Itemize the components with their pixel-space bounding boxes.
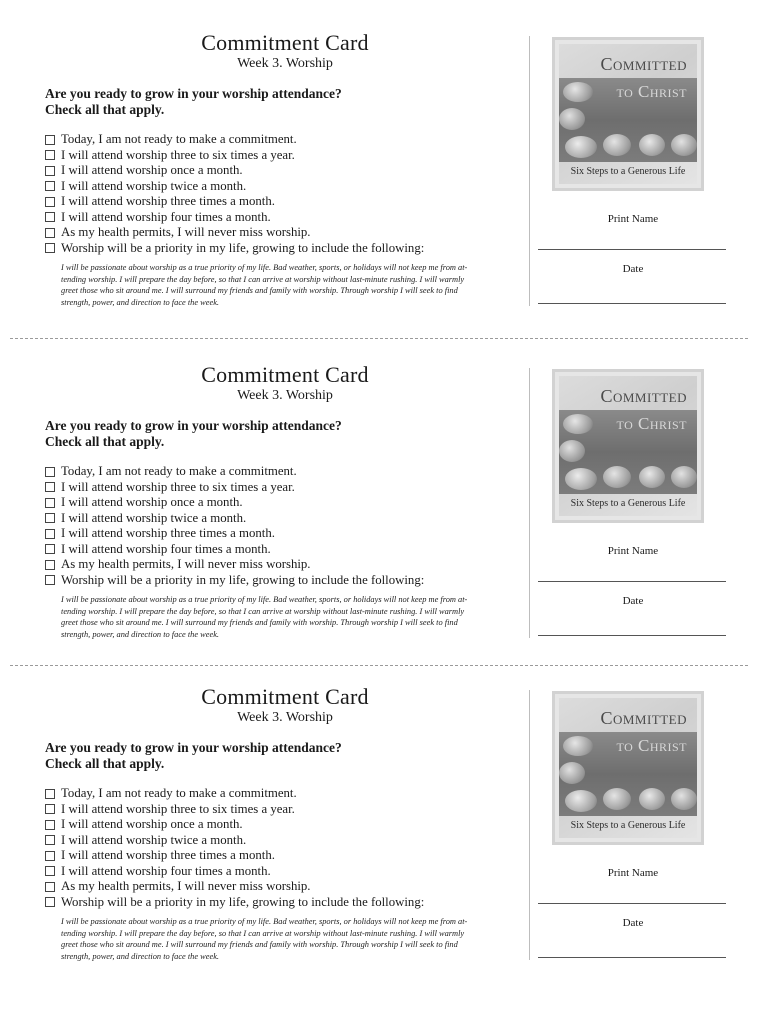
option-item[interactable]: [45, 179, 424, 195]
option-label: Worship will be a priority in my life, growing to include the following:: [61, 240, 425, 255]
option-label: Worship will be a priority in my life, growing to include the following:: [61, 572, 425, 587]
stone-icon: [559, 762, 585, 784]
question-instruction: Check all that apply.: [45, 102, 165, 117]
checkbox[interactable]: [45, 560, 55, 570]
stone-icon: [671, 134, 697, 156]
option-item[interactable]: [45, 864, 424, 880]
option-label: As my health permits, I will never miss worship.: [61, 225, 311, 240]
checkbox[interactable]: [45, 897, 55, 907]
checkbox[interactable]: [45, 212, 55, 222]
checkbox[interactable]: [45, 789, 55, 799]
option-item[interactable]: [45, 511, 424, 527]
option-label: Today, I am not ready to make a commitment.: [61, 786, 297, 801]
card-question: [45, 740, 525, 772]
stone-icon: [559, 108, 585, 130]
question-line: Are you ready to grow in your worship attendance?: [45, 740, 342, 755]
checkbox[interactable]: [45, 243, 55, 253]
stone-icon: [671, 466, 697, 488]
option-item[interactable]: [45, 210, 424, 226]
option-label: I will attend worship once a month.: [61, 163, 243, 178]
pledge-line: strength, power, and direction to face the week.: [61, 951, 220, 961]
logo-background: [559, 376, 697, 516]
stone-icon: [565, 790, 597, 812]
logo-background: [559, 698, 697, 838]
print-name-label: Print Name: [607, 213, 659, 225]
stone-icon: [563, 736, 593, 756]
card-subtitle: Week 3. Worship: [237, 56, 333, 71]
stone-icon: [603, 134, 631, 156]
option-item[interactable]: [45, 241, 424, 257]
option-label: As my health permits, I will never miss worship.: [61, 557, 311, 572]
stone-icon: [639, 466, 665, 488]
option-label: I will attend worship four times a month.: [61, 541, 271, 556]
option-label: I will attend worship three times a month.: [61, 848, 275, 863]
date-label: Date: [622, 917, 644, 929]
print-name-line[interactable]: [538, 903, 726, 904]
stone-icon: [639, 788, 665, 810]
pledge-line: greet those who sit around me. I will surround my friends and family with worship. Through worship I will seek to find: [61, 940, 458, 949]
committed-to-christ-logo: [552, 691, 704, 845]
option-label: Today, I am not ready to make a commitment.: [61, 464, 297, 479]
checkbox[interactable]: [45, 467, 55, 477]
checkbox[interactable]: [45, 150, 55, 160]
print-name-label: Print Name: [607, 867, 659, 879]
option-label: I will attend worship four times a month.: [61, 209, 271, 224]
checkbox[interactable]: [45, 544, 55, 554]
print-name-line[interactable]: [538, 249, 726, 250]
logo-word-to-christ: to Christ: [616, 82, 687, 101]
pledge-line: greet those who sit around me. I will surround my friends and family with worship. Through worship I will seek to find: [61, 286, 458, 295]
option-item[interactable]: [45, 132, 424, 148]
cut-line: [10, 665, 748, 666]
logo-word-to-christ: to Christ: [616, 736, 687, 755]
vertical-divider: [529, 368, 530, 638]
card-title: Commitment Card: [201, 362, 369, 387]
pledge-line: tending worship. I will prepare the day before, so that I can arrive at worship without last-minute rushing. I will warmly: [61, 274, 465, 284]
pledge-line: I will be passionate about worship as a true priority of my life. Bad weather, sports, or holidays will not keep me from at-: [61, 263, 468, 272]
checkbox[interactable]: [45, 820, 55, 830]
committed-to-christ-logo: [552, 369, 704, 523]
pledge-line: greet those who sit around me. I will surround my friends and family with worship. Through worship I will seek to find: [61, 618, 458, 627]
option-item[interactable]: [45, 194, 424, 210]
option-list: [45, 464, 424, 588]
vertical-divider: [529, 690, 530, 960]
logo-word-committed: Committed: [600, 386, 687, 406]
pledge-line: tending worship. I will prepare the day before, so that I can arrive at worship without last-minute rushing. I will warmly: [61, 928, 465, 938]
option-item[interactable]: [45, 163, 424, 179]
checkbox[interactable]: [45, 181, 55, 191]
option-label: I will attend worship three times a month.: [61, 194, 275, 209]
checkbox[interactable]: [45, 482, 55, 492]
pledge-line: strength, power, and direction to face the week.: [61, 297, 220, 307]
pledge-text: [61, 594, 509, 640]
option-item[interactable]: [45, 786, 424, 802]
option-label: I will attend worship four times a month.: [61, 863, 271, 878]
checkbox[interactable]: [45, 575, 55, 585]
option-label: I will attend worship three to six times a year.: [61, 801, 295, 816]
option-item[interactable]: [45, 895, 424, 911]
date-line[interactable]: [538, 635, 726, 636]
stone-icon: [565, 136, 597, 158]
option-item[interactable]: [45, 817, 424, 833]
option-label: I will attend worship three times a month.: [61, 526, 275, 541]
option-item[interactable]: [45, 573, 424, 589]
pledge-line: strength, power, and direction to face the week.: [61, 629, 220, 639]
option-label: Today, I am not ready to make a commitment.: [61, 132, 297, 147]
card-title: Commitment Card: [201, 30, 369, 55]
option-label: I will attend worship three to six times a year.: [61, 479, 295, 494]
option-label: I will attend worship twice a month.: [61, 178, 247, 193]
option-label: I will attend worship three to six times a year.: [61, 147, 295, 162]
option-label: I will attend worship twice a month.: [61, 832, 247, 847]
option-label: I will attend worship once a month.: [61, 495, 243, 510]
logo-tagline: Six Steps to a Generous Life: [570, 498, 686, 509]
checkbox[interactable]: [45, 498, 55, 508]
checkbox[interactable]: [45, 851, 55, 861]
cut-line: [10, 338, 748, 339]
stone-icon: [603, 466, 631, 488]
stone-icon: [565, 468, 597, 490]
checkbox[interactable]: [45, 804, 55, 814]
option-item[interactable]: [45, 833, 424, 849]
checkbox[interactable]: [45, 882, 55, 892]
option-item[interactable]: [45, 848, 424, 864]
option-item[interactable]: [45, 225, 424, 241]
checkbox[interactable]: [45, 866, 55, 876]
logo-word-committed: Committed: [600, 54, 687, 74]
checkbox[interactable]: [45, 166, 55, 176]
checkbox[interactable]: [45, 135, 55, 145]
committed-to-christ-logo: [552, 37, 704, 191]
stone-icon: [563, 82, 593, 102]
logo-tagline: Six Steps to a Generous Life: [570, 166, 686, 177]
option-item[interactable]: [45, 464, 424, 480]
logo-word-committed: Committed: [600, 708, 687, 728]
pledge-text: [61, 916, 509, 962]
card-subtitle: Week 3. Worship: [237, 388, 333, 403]
card-subtitle: Week 3. Worship: [237, 710, 333, 725]
checkbox[interactable]: [45, 835, 55, 845]
option-label: I will attend worship once a month.: [61, 817, 243, 832]
option-label: I will attend worship twice a month.: [61, 510, 247, 525]
card-question: [45, 86, 525, 118]
card-question: [45, 418, 525, 450]
checkbox[interactable]: [45, 197, 55, 207]
checkbox[interactable]: [45, 513, 55, 523]
checkbox[interactable]: [45, 529, 55, 539]
logo-tagline: Six Steps to a Generous Life: [570, 820, 686, 831]
option-item[interactable]: [45, 480, 424, 496]
option-item[interactable]: [45, 879, 424, 895]
stone-icon: [559, 440, 585, 462]
option-list: [45, 132, 424, 256]
option-item[interactable]: [45, 495, 424, 511]
option-item[interactable]: [45, 557, 424, 573]
pledge-line: tending worship. I will prepare the day before, so that I can arrive at worship without last-minute rushing. I will warmly: [61, 606, 465, 616]
question-line: Are you ready to grow in your worship attendance?: [45, 86, 342, 101]
option-item[interactable]: [45, 526, 424, 542]
option-item[interactable]: [45, 148, 424, 164]
stone-icon: [639, 134, 665, 156]
print-name-label: Print Name: [607, 545, 659, 557]
vertical-divider: [529, 36, 530, 306]
pledge-text: [61, 262, 509, 308]
date-label: Date: [622, 595, 644, 607]
logo-word-to-christ: to Christ: [616, 414, 687, 433]
date-line[interactable]: [538, 303, 726, 304]
logo-background: [559, 44, 697, 184]
print-name-line[interactable]: [538, 581, 726, 582]
date-line[interactable]: [538, 957, 726, 958]
option-label: As my health permits, I will never miss worship.: [61, 879, 311, 894]
option-item[interactable]: [45, 542, 424, 558]
stone-icon: [671, 788, 697, 810]
pledge-line: I will be passionate about worship as a true priority of my life. Bad weather, sports, or holidays will not keep me from at-: [61, 595, 468, 604]
stone-icon: [563, 414, 593, 434]
question-instruction: Check all that apply.: [45, 434, 165, 449]
pledge-line: I will be passionate about worship as a true priority of my life. Bad weather, sports, or holidays will not keep me from at-: [61, 917, 468, 926]
card-title: Commitment Card: [201, 684, 369, 709]
question-instruction: Check all that apply.: [45, 756, 165, 771]
stone-icon: [603, 788, 631, 810]
option-list: [45, 786, 424, 910]
checkbox[interactable]: [45, 228, 55, 238]
question-line: Are you ready to grow in your worship attendance?: [45, 418, 342, 433]
option-item[interactable]: [45, 802, 424, 818]
option-label: Worship will be a priority in my life, growing to include the following:: [61, 894, 425, 909]
date-label: Date: [622, 263, 644, 275]
